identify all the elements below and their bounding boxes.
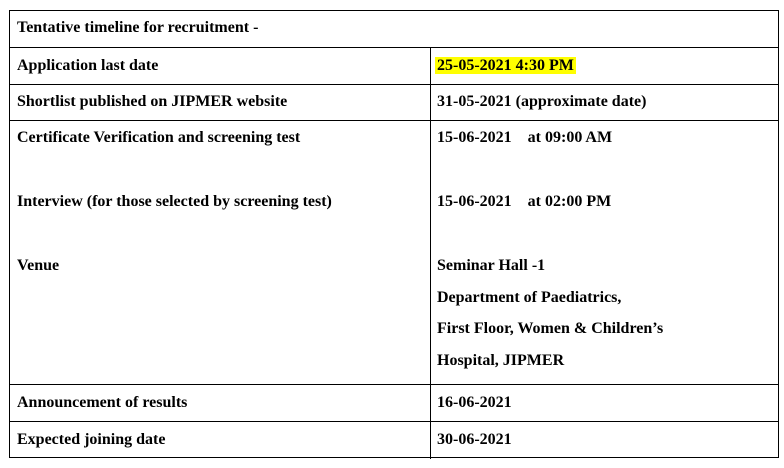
verification-value: 15-06-2021 at 09:00 AM [437, 129, 613, 146]
venue-line: First Floor, Women & Children’s [437, 320, 664, 337]
joining-value: 30-06-2021 [437, 431, 512, 448]
table-row [10, 48, 778, 85]
venue-label: Venue [17, 257, 60, 274]
row-value-cell [431, 385, 778, 421]
application-last-date-value: 25-05-2021 4:30 PM [437, 57, 574, 74]
row-value-cell [431, 422, 778, 459]
verification-label: Certificate Verification and screening test [17, 129, 301, 146]
table-row [10, 385, 778, 422]
row-label-cell [10, 422, 431, 459]
announcement-label: Announcement of results [17, 394, 188, 411]
table-title: Tentative timeline for recruitment - [17, 19, 259, 36]
interview-value: 15-06-2021 at 02:00 PM [437, 193, 612, 210]
header-cell [10, 11, 778, 47]
table-row [10, 85, 778, 121]
table-header-row [10, 11, 778, 48]
table-row [10, 422, 778, 459]
venue-line: Seminar Hall -1 [437, 257, 546, 274]
row-value-cell [431, 48, 778, 84]
interview-label: Interview (for those selected by screening test) [17, 193, 332, 210]
row-value-cell [431, 121, 778, 384]
application-last-date-label: Application last date [17, 57, 159, 74]
announcement-value: 16-06-2021 [437, 394, 512, 411]
venue-line: Hospital, JIPMER [437, 352, 565, 369]
row-value-cell [431, 85, 778, 120]
row-label-cell [10, 121, 431, 384]
row-label-cell [10, 385, 431, 421]
recruitment-timeline-table [9, 10, 779, 458]
shortlist-label: Shortlist published on JIPMER website [17, 93, 288, 110]
shortlist-value: 31-05-2021 (approximate date) [437, 93, 647, 110]
row-label-cell [10, 48, 431, 84]
row-label-cell [10, 85, 431, 120]
venue-line: Department of Paediatrics, [437, 289, 622, 306]
table-row [10, 121, 778, 385]
joining-label: Expected joining date [17, 431, 166, 448]
